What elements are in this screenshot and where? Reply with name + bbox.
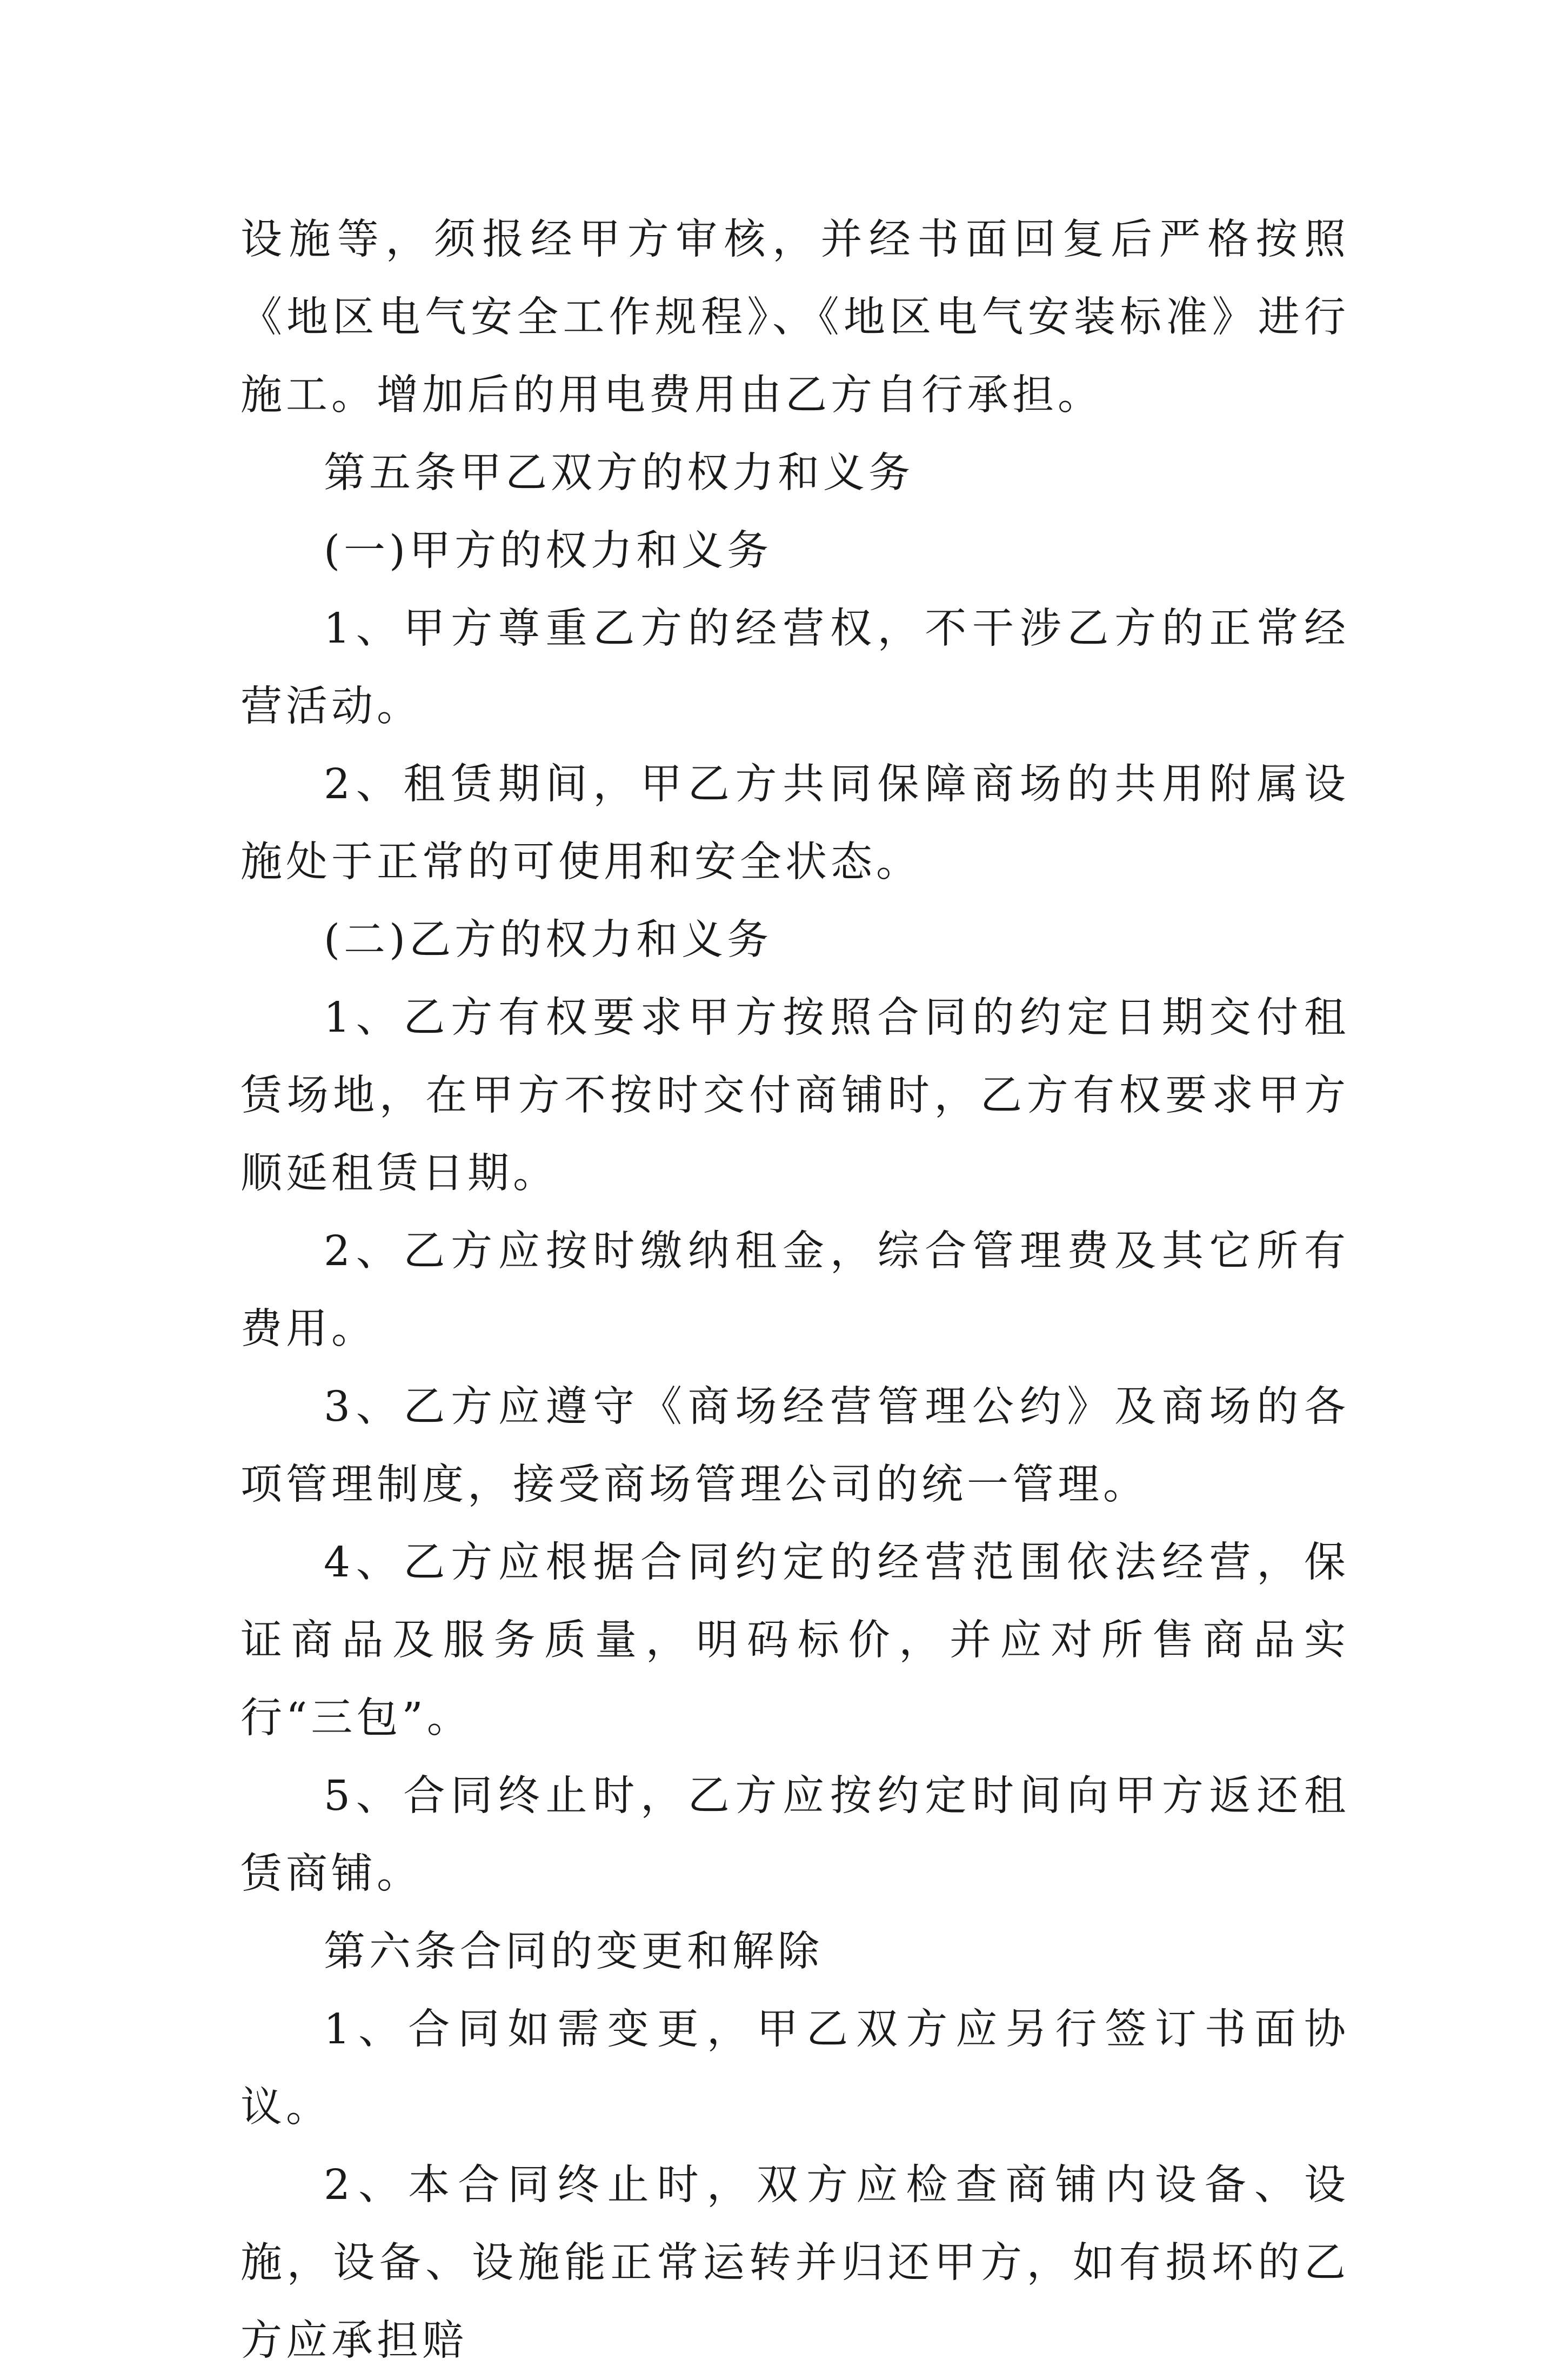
paragraph-facility-approval: 设施等，须报经甲方审核，并经书面回复后严格按照《地区电气安全工作规程》、《地区电气安装标准》进行施工。增加后的用电费用由乙方自行承担。 (240, 216, 1349, 419)
heading-article-six: 第六条合同的变更和解除 (324, 1928, 823, 1976)
paragraph-party-b-item-1: 1、乙方有权要求甲方按照合同的约定日期交付租赁场地，在甲方不按时交付商铺时，乙方有权要求甲方顺延租赁日期。 (240, 994, 1349, 1198)
heading-article-five: 第五条甲乙双方的权力和义务 (324, 449, 914, 497)
paragraph-party-b-item-5: 5、合同终止时，乙方应按约定时间向甲方返还租赁商铺。 (240, 1772, 1349, 1898)
paragraph-party-b-item-2: 2、乙方应按时缴纳租金，综合管理费及其它所有费用。 (240, 1227, 1349, 1353)
paragraph-party-a-item-1: 1、甲方尊重乙方的经营权，不干涉乙方的正常经营活动。 (240, 605, 1349, 731)
paragraph-party-b-item-4: 4、乙方应根据合同约定的经营范围依法经营，保证商品及服务质量，明码标价，并应对所售商品实行“三包”。 (240, 1539, 1349, 1742)
document-body (240, 201, 1349, 2380)
subheading-party-a-rights: (一)甲方的权力和义务 (324, 527, 773, 575)
paragraph-party-b-item-3: 3、乙方应遵守《商场经营管理公约》及商场的各项管理制度，接受商场管理公司的统一管理。 (240, 1383, 1349, 1509)
paragraph-change-item-1: 1、合同如需变更，甲乙双方应另行签订书面协议。 (240, 2005, 1349, 2131)
paragraph-party-a-item-2: 2、租赁期间，甲乙方共同保障商场的共用附属设施处于正常的可使用和安全状态。 (240, 760, 1349, 886)
paragraph-change-item-2: 2、本合同终止时，双方应检查商铺内设备、设施，设备、设施能正常运转并归还甲方，如有损坏的乙方应承担赔 (240, 2161, 1349, 2365)
subheading-party-b-rights: (二)乙方的权力和义务 (324, 916, 773, 964)
